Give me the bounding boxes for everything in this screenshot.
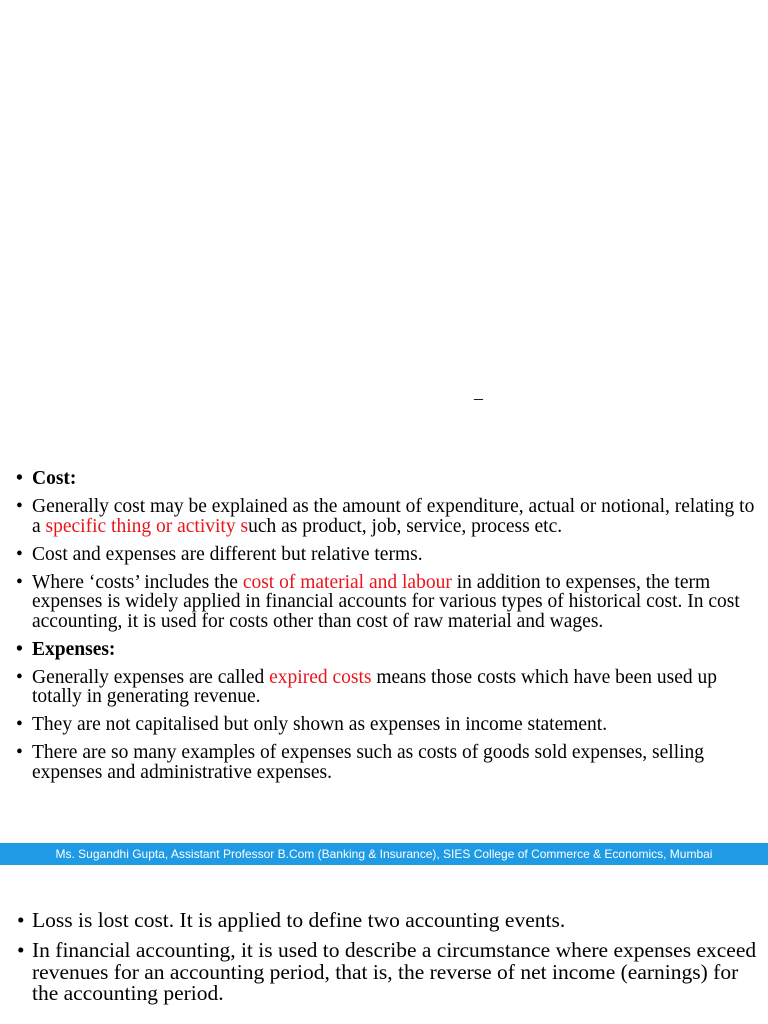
highlight-text: expired costs: [269, 666, 372, 688]
bullet-expense-examples: [0, 743, 768, 782]
heading-cost: [0, 469, 768, 489]
bullet-text: Cost and expenses are different but relative terms.: [32, 543, 423, 565]
bullet-text: In financial accounting, it is used to describe a circumstance where expenses exceed revenues for an accounting period, that is, the reverse of net income (earnings) for the accounting period.: [32, 938, 757, 1005]
bullet-expired-costs: [0, 668, 768, 707]
highlight-text: specific thing or activity s: [45, 515, 249, 537]
bullet-loss-definition: [0, 910, 768, 932]
bullet-loss-financial: [0, 940, 768, 1005]
footer-banner: [0, 843, 768, 865]
slide-cost-expenses: [0, 469, 768, 791]
bullet-text: means those costs which have been used up totally in generating revenue.: [32, 666, 717, 707]
heading-expenses-text: Expenses:: [32, 638, 116, 660]
footer-text: Ms. Sugandhi Gupta, Assistant Professor B.Com (Banking & Insurance), SIES College of Commerce & Economics, Mumbai: [55, 847, 713, 861]
dash-mark: –: [474, 388, 483, 408]
slide-loss: [0, 910, 768, 1013]
bullet-not-capitalised: [0, 715, 768, 735]
bullet-cost-definition: [0, 497, 768, 536]
bullet-text: Generally expenses are called: [32, 666, 270, 688]
bullet-cost-vs-expenses: [0, 545, 768, 565]
bullet-text: uch as product, job, service, process etc.: [248, 515, 563, 537]
bullet-text: in addition to expenses, the term expenses is widely applied in financial accounts for various types of historical cost. In cost accounting, it is used for costs other than cost of raw material and wages.: [32, 571, 740, 632]
bullet-text: Loss is lost cost. It is applied to define two accounting events.: [32, 908, 566, 932]
bullet-text: Generally cost may be explained as the amount of expenditure, actual or notional, relating to a: [32, 496, 755, 537]
heading-cost-text: Cost:: [32, 468, 77, 489]
highlight-text: cost of material and labour: [242, 571, 452, 593]
bullet-text: There are so many examples of expenses such as costs of goods sold expenses, selling expenses and administrative expenses.: [32, 742, 705, 783]
bullet-text: They are not capitalised but only shown as expenses in income statement.: [32, 714, 608, 735]
bullet-costs-includes: [0, 573, 768, 632]
heading-expenses: [0, 640, 768, 660]
bullet-text: Where ‘costs’ includes the: [32, 571, 243, 593]
